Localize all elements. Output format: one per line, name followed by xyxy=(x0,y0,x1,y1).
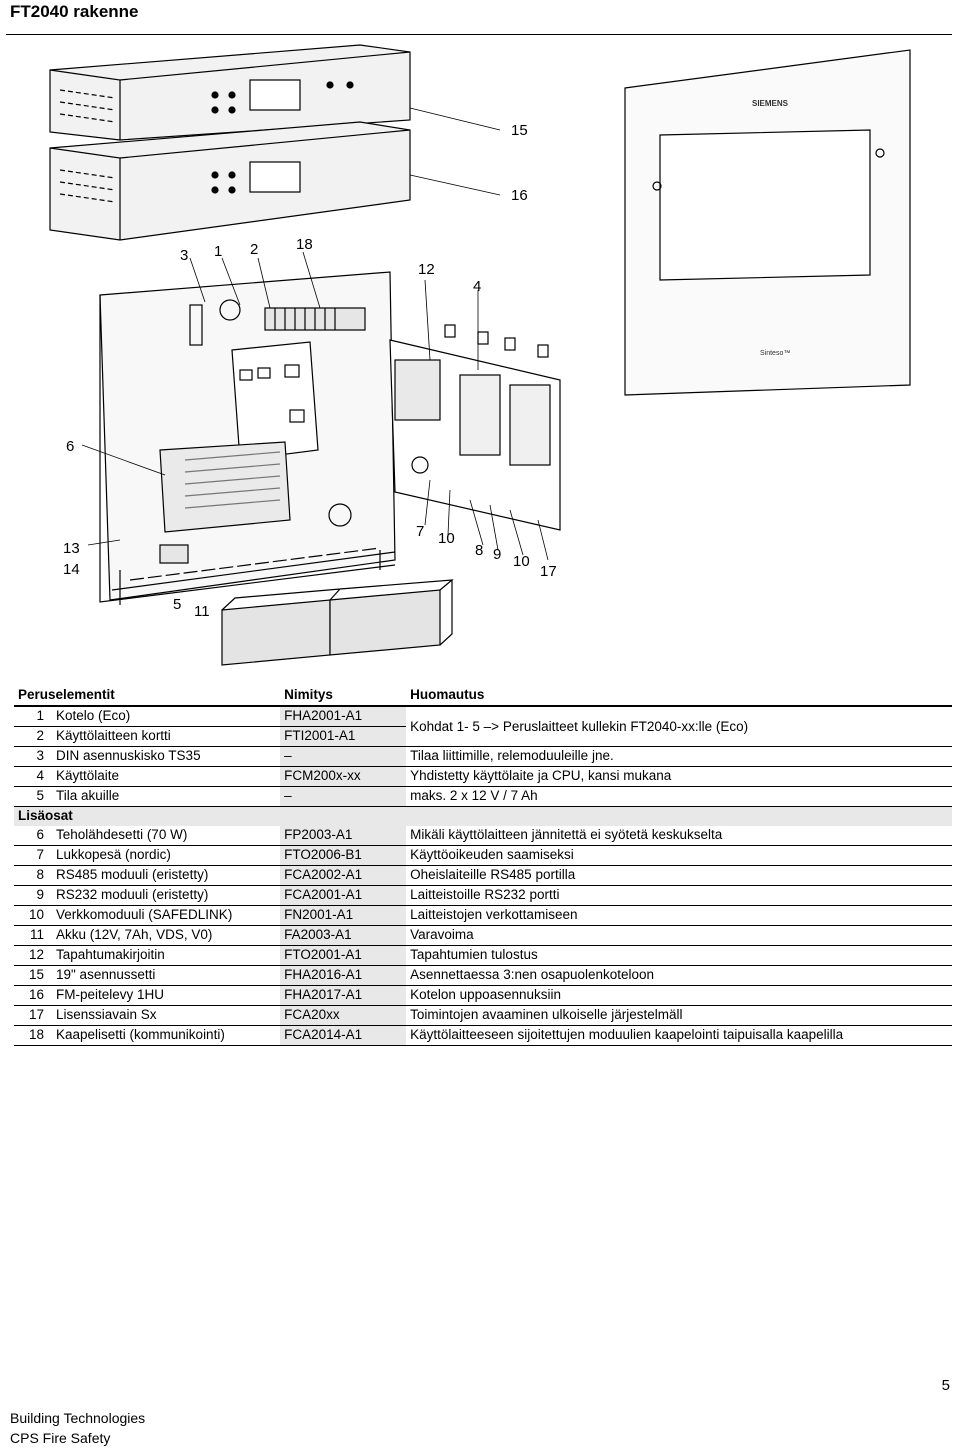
row-note: Käyttölaitteeseen sijoitettujen moduulien kaapelointi taipuisalla kaapelilla xyxy=(406,1026,952,1046)
callout-11: 11 xyxy=(194,603,210,620)
callout-13: 13 xyxy=(63,540,80,557)
row-number: 9 xyxy=(14,886,52,906)
row-number: 6 xyxy=(14,826,52,846)
callout-4: 4 xyxy=(473,278,482,295)
table-section-row xyxy=(14,807,952,827)
row-name: Kotelo (Eco) xyxy=(52,706,280,727)
callout-7: 7 xyxy=(416,523,425,540)
table-row xyxy=(14,826,952,846)
exploded-view-figure xyxy=(0,40,960,680)
row-note: Toimintojen avaaminen ulkoiselle järjestelmäll xyxy=(406,1006,952,1026)
row-number: 4 xyxy=(14,767,52,787)
table-row xyxy=(14,886,952,906)
callout-8: 8 xyxy=(475,542,484,559)
row-note: Yhdistetty käyttölaite ja CPU, kansi mukana xyxy=(406,767,952,787)
row-note: Laitteistojen verkottamiseen xyxy=(406,906,952,926)
table-row xyxy=(14,906,952,926)
row-number: 12 xyxy=(14,946,52,966)
row-number: 10 xyxy=(14,906,52,926)
row-code: FHA2001-A1 xyxy=(280,706,406,727)
row-name: Tapahtumakirjoitin xyxy=(52,946,280,966)
table-row xyxy=(14,787,952,807)
callout-9: 9 xyxy=(493,546,502,563)
row-name: Lisenssiavain Sx xyxy=(52,1006,280,1026)
row-number: 2 xyxy=(14,727,52,747)
row-note: Asennettaessa 3:nen osapuolenkoteloon xyxy=(406,966,952,986)
table-header-row xyxy=(14,686,952,706)
table-row xyxy=(14,1026,952,1046)
callout-14: 14 xyxy=(63,561,80,578)
callout-15: 15 xyxy=(511,122,528,139)
row-number: 15 xyxy=(14,966,52,986)
row-code: – xyxy=(280,747,406,767)
control-unit xyxy=(390,325,560,530)
callout-5: 5 xyxy=(173,596,182,613)
row-name: FM-peitelevy 1HU xyxy=(52,986,280,1006)
header-note: Huomautus xyxy=(406,686,952,706)
row-code: FCA2002-A1 xyxy=(280,866,406,886)
row-code: – xyxy=(280,787,406,807)
row-code: FCA2014-A1 xyxy=(280,1026,406,1046)
row-name: Akku (12V, 7Ah, VDS, V0) xyxy=(52,926,280,946)
page-number: 5 xyxy=(941,1377,950,1394)
row-name: Kaapelisetti (kommunikointi) xyxy=(52,1026,280,1046)
row-number: 5 xyxy=(14,787,52,807)
row-number: 18 xyxy=(14,1026,52,1046)
row-note: Varavoima xyxy=(406,926,952,946)
row-code: FHA2017-A1 xyxy=(280,986,406,1006)
table-row xyxy=(14,866,952,886)
footer-company: Building Technologies xyxy=(10,1410,146,1426)
row-code: FTI2001-A1 xyxy=(280,727,406,747)
section-title: Lisäosat xyxy=(14,807,952,827)
power-supply xyxy=(160,442,290,532)
table-row xyxy=(14,747,952,767)
row-code: FTO2006-B1 xyxy=(280,846,406,866)
table-row xyxy=(14,986,952,1006)
row-number: 17 xyxy=(14,1006,52,1026)
table-row xyxy=(14,767,952,787)
callout-10a: 10 xyxy=(438,530,455,547)
row-name: RS485 moduuli (eristetty) xyxy=(52,866,280,886)
row-name: Käyttölaite xyxy=(52,767,280,787)
row-name: Teholähdesetti (70 W) xyxy=(52,826,280,846)
row-code: FCA20xx xyxy=(280,1006,406,1026)
batteries xyxy=(222,580,452,665)
page-title: FT2040 rakenne xyxy=(10,2,139,21)
row-name: DIN asennuskisko TS35 xyxy=(52,747,280,767)
row-number: 3 xyxy=(14,747,52,767)
row-name: 19" asennussetti xyxy=(52,966,280,986)
row-name: Verkkomoduuli (SAFEDLINK) xyxy=(52,906,280,926)
callout-13-14 xyxy=(63,538,80,580)
row-code: FP2003-A1 xyxy=(280,826,406,846)
callout-12: 12 xyxy=(418,261,435,278)
table-row xyxy=(14,1006,952,1026)
row-name: Tila akuille xyxy=(52,787,280,807)
header-designation: Nimitys xyxy=(280,686,406,706)
callout-1: 1 xyxy=(214,243,223,260)
row-code: FCA2001-A1 xyxy=(280,886,406,906)
row-note: Tilaa liittimille, relemoduuleille jne. xyxy=(406,747,952,767)
table-row xyxy=(14,706,952,727)
row-note: Mikäli käyttölaitteen jännitettä ei syötetä keskukselta xyxy=(406,826,952,846)
row-code: FHA2016-A1 xyxy=(280,966,406,986)
cover-brand-logo: SIEMENS xyxy=(752,99,789,108)
row-number: 16 xyxy=(14,986,52,1006)
row-number: 11 xyxy=(14,926,52,946)
table-row xyxy=(14,926,952,946)
callout-2: 2 xyxy=(250,241,259,258)
row-number: 1 xyxy=(14,706,52,727)
row-name: Käyttölaitteen kortti xyxy=(52,727,280,747)
callout-10b: 10 xyxy=(513,553,530,570)
callout-17: 17 xyxy=(540,563,557,580)
footer xyxy=(10,1408,145,1448)
row-note: Laitteistoille RS232 portti xyxy=(406,886,952,906)
table-row xyxy=(14,966,952,986)
row-note: Kohdat 1- 5 –> Peruslaitteet kullekin FT2040-xx:lle (Eco) xyxy=(406,706,952,747)
row-note: Kotelon uppoasennuksiin xyxy=(406,986,952,1006)
cover-product-name: Sinteso™ xyxy=(760,350,791,357)
row-note: Tapahtumien tulostus xyxy=(406,946,952,966)
lock-part xyxy=(160,545,188,563)
callout-16: 16 xyxy=(511,187,528,204)
row-code: FN2001-A1 xyxy=(280,906,406,926)
rack-bracket-lower xyxy=(50,122,410,240)
footer-division: CPS Fire Safety xyxy=(10,1430,111,1446)
row-name: RS232 moduuli (eristetty) xyxy=(52,886,280,906)
row-note: Oheislaiteille RS485 portilla xyxy=(406,866,952,886)
callout-18: 18 xyxy=(296,236,313,253)
table-row xyxy=(14,846,952,866)
row-name: Lukkopesä (nordic) xyxy=(52,846,280,866)
row-number: 8 xyxy=(14,866,52,886)
title-divider xyxy=(6,34,952,35)
row-number: 7 xyxy=(14,846,52,866)
row-code: FCM200x-xx xyxy=(280,767,406,787)
row-note: maks. 2 x 12 V / 7 Ah xyxy=(406,787,952,807)
row-code: FTO2001-A1 xyxy=(280,946,406,966)
header-elements: Peruselementit xyxy=(14,686,280,706)
callout-6: 6 xyxy=(66,438,75,455)
parts-table xyxy=(14,686,952,1046)
exploded-view-drawing xyxy=(0,40,960,680)
row-note: Käyttöoikeuden saamiseksi xyxy=(406,846,952,866)
row-code: FA2003-A1 xyxy=(280,926,406,946)
table-row xyxy=(14,946,952,966)
callout-3: 3 xyxy=(180,247,189,264)
